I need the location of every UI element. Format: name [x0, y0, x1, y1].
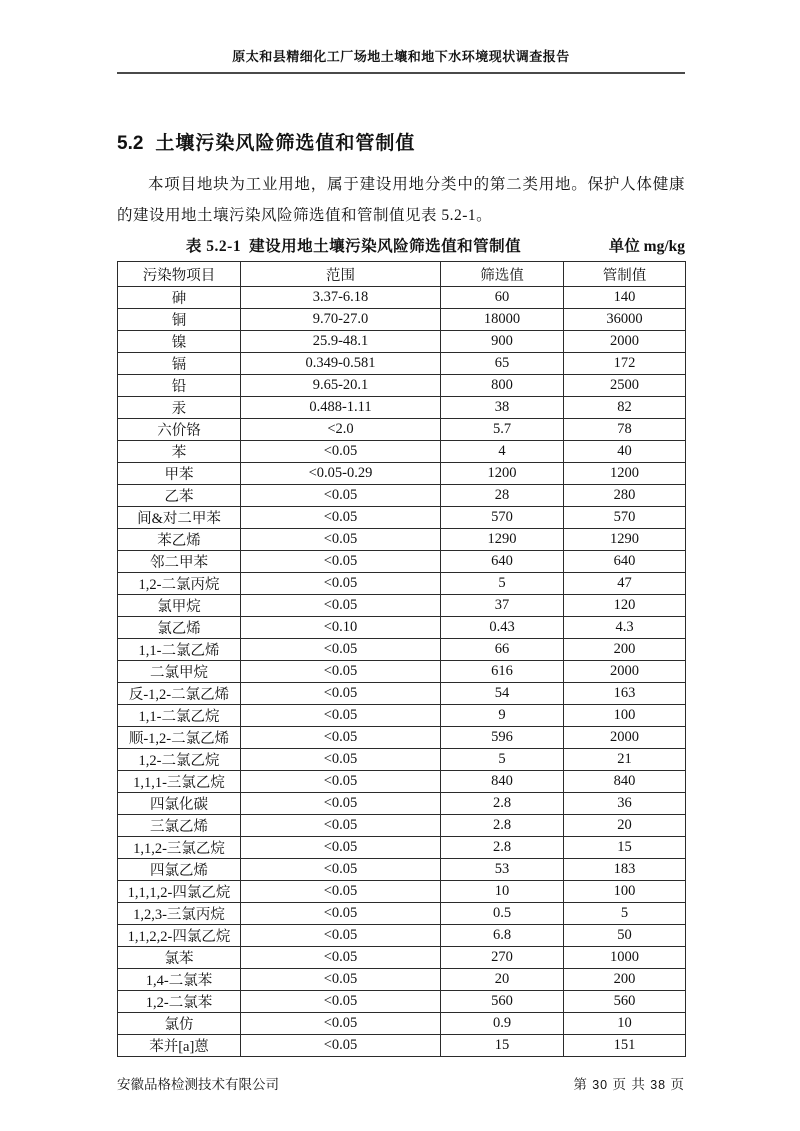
table-cell: <0.05: [241, 947, 441, 969]
body-paragraph: 本项目地块为工业用地，属于建设用地分类中的第二类用地。保护人体健康的建设用地土壤污染风险筛选值和管制值见表 5.2-1。: [117, 176, 685, 224]
table-cell: 560: [564, 991, 686, 1013]
table-cell: <0.05: [241, 881, 441, 903]
table-caption-label: 表 5.2-1: [185, 238, 242, 255]
table-cell: 1,2-二氯乙烷: [118, 749, 241, 771]
table-cell: <2.0: [241, 419, 441, 441]
table-cell: 1290: [441, 529, 564, 551]
table-cell: 15: [441, 1035, 564, 1057]
table-cell: 5.7: [441, 419, 564, 441]
table-cell: 1,2,3-三氯丙烷: [118, 903, 241, 925]
table-cell: 9: [441, 705, 564, 727]
table-cell: 甲苯: [118, 463, 241, 485]
table-cell: 640: [564, 551, 686, 573]
footer-page-number: [573, 1073, 685, 1093]
table-cell: 140: [564, 287, 686, 309]
table-cell: 1,1,2-三氯乙烷: [118, 837, 241, 859]
table-cell: 1,2-二氯丙烷: [118, 573, 241, 595]
table-header-row: [118, 262, 686, 287]
table-cell: <0.05: [241, 925, 441, 947]
table-cell: 2000: [564, 727, 686, 749]
table-cell: <0.05: [241, 815, 441, 837]
table-caption: [117, 234, 590, 256]
table-cell: 0.488-1.11: [241, 397, 441, 419]
table-cell: 596: [441, 727, 564, 749]
table-row: [118, 705, 686, 727]
table-row: [118, 837, 686, 859]
table-cell: 镍: [118, 331, 241, 353]
table-cell: 78: [564, 419, 686, 441]
table-caption-text: 建设用地土壤污染风险筛选值和管制值: [249, 238, 522, 255]
table-cell: 六价铬: [118, 419, 241, 441]
table-cell: 砷: [118, 287, 241, 309]
table-cell: 0.349-0.581: [241, 353, 441, 375]
table-cell: 36: [564, 793, 686, 815]
page-footer: [117, 1073, 685, 1093]
table-row: [118, 507, 686, 529]
table-cell: 5: [564, 903, 686, 925]
table-cell: 邻二甲苯: [118, 551, 241, 573]
table-cell: 40: [564, 441, 686, 463]
table-cell: 280: [564, 485, 686, 507]
table-cell: 氯乙烯: [118, 617, 241, 639]
table-cell: 反-1,2-二氯乙烯: [118, 683, 241, 705]
table-row: [118, 661, 686, 683]
table-cell: 1,1,2,2-四氯乙烷: [118, 925, 241, 947]
table-cell: 1,1,1,2-四氯乙烷: [118, 881, 241, 903]
footer-page-prefix: 第: [573, 1077, 588, 1092]
table-cell: <0.05: [241, 507, 441, 529]
footer-company: 安徽品格检测技术有限公司: [117, 1077, 279, 1092]
table-row: [118, 969, 686, 991]
table-cell: 53: [441, 859, 564, 881]
table-row: [118, 947, 686, 969]
table-cell: 18000: [441, 309, 564, 331]
table-cell: 顺-1,2-二氯乙烯: [118, 727, 241, 749]
table-cell: 5: [441, 749, 564, 771]
section-title: 土壤污染风险筛选值和管制值: [155, 133, 416, 154]
table-row: [118, 903, 686, 925]
table-cell: 100: [564, 705, 686, 727]
table-cell: 1200: [564, 463, 686, 485]
table-cell: 0.5: [441, 903, 564, 925]
table-cell: 37: [441, 595, 564, 617]
report-title: 原太和县精细化工厂场地土壤和地下水环境现状调查报告: [232, 49, 570, 64]
table-cell: 苯并[a]蒽: [118, 1035, 241, 1057]
table-cell: 苯乙烯: [118, 529, 241, 551]
table-cell: <0.05: [241, 903, 441, 925]
table-cell: <0.05: [241, 683, 441, 705]
table-row: [118, 463, 686, 485]
table-cell: 二氯甲烷: [118, 661, 241, 683]
table-cell: <0.05: [241, 573, 441, 595]
table-cell: <0.10: [241, 617, 441, 639]
table-row: [118, 397, 686, 419]
document-page: [117, 0, 685, 1093]
table-cell: 1,1-二氯乙烯: [118, 639, 241, 661]
table-unit-label: 单位 mg/kg: [608, 238, 685, 255]
table-cell: <0.05: [241, 771, 441, 793]
table-cell: 苯: [118, 441, 241, 463]
footer-page-mid: 页 共: [612, 1077, 646, 1092]
table-cell: 840: [564, 771, 686, 793]
table-cell: 4.3: [564, 617, 686, 639]
table-cell: 氯仿: [118, 1013, 241, 1035]
pollutant-table: [117, 261, 686, 1057]
table-cell: 28: [441, 485, 564, 507]
table-cell: 6.8: [441, 925, 564, 947]
table-cell: 0.9: [441, 1013, 564, 1035]
table-cell: 270: [441, 947, 564, 969]
table-cell: 840: [441, 771, 564, 793]
table-cell: 1,1,1-三氯乙烷: [118, 771, 241, 793]
table-cell: <0.05: [241, 1013, 441, 1035]
table-row: [118, 749, 686, 771]
table-column-header: 筛选值: [441, 262, 564, 287]
table-cell: 乙苯: [118, 485, 241, 507]
table-cell: 183: [564, 859, 686, 881]
table-cell: <0.05: [241, 749, 441, 771]
table-cell: 1,2-二氯苯: [118, 991, 241, 1013]
table-cell: 151: [564, 1035, 686, 1057]
table-row: [118, 683, 686, 705]
table-cell: 3.37-6.18: [241, 287, 441, 309]
table-cell: 163: [564, 683, 686, 705]
footer-page-suffix: 页: [670, 1077, 685, 1092]
table-cell: 1290: [564, 529, 686, 551]
table-cell: 2.8: [441, 815, 564, 837]
table-cell: <0.05: [241, 1035, 441, 1057]
table-cell: 200: [564, 639, 686, 661]
table-column-header: 污染物项目: [118, 262, 241, 287]
table-cell: 9.70-27.0: [241, 309, 441, 331]
table-cell: <0.05: [241, 441, 441, 463]
table-cell: 15: [564, 837, 686, 859]
table-cell: 2000: [564, 331, 686, 353]
table-cell: 间&对二甲苯: [118, 507, 241, 529]
table-cell: 氯苯: [118, 947, 241, 969]
table-cell: <0.05: [241, 859, 441, 881]
table-cell: <0.05: [241, 705, 441, 727]
table-row: [118, 331, 686, 353]
table-cell: 镉: [118, 353, 241, 375]
table-row: [118, 991, 686, 1013]
table-cell: 120: [564, 595, 686, 617]
page-header: [117, 46, 685, 74]
table-cell: <0.05: [241, 837, 441, 859]
table-cell: 25.9-48.1: [241, 331, 441, 353]
table-cell: 172: [564, 353, 686, 375]
table-cell: 54: [441, 683, 564, 705]
table-cell: <0.05: [241, 969, 441, 991]
table-row: [118, 639, 686, 661]
table-row: [118, 881, 686, 903]
table-cell: 10: [441, 881, 564, 903]
table-cell: 20: [441, 969, 564, 991]
table-cell: 9.65-20.1: [241, 375, 441, 397]
table-cell: <0.05: [241, 639, 441, 661]
table-cell: 2.8: [441, 793, 564, 815]
table-cell: <0.05: [241, 485, 441, 507]
table-row: [118, 793, 686, 815]
table-cell: 5: [441, 573, 564, 595]
table-cell: 616: [441, 661, 564, 683]
table-row: [118, 309, 686, 331]
table-row: [118, 727, 686, 749]
table-cell: 560: [441, 991, 564, 1013]
table-row: [118, 815, 686, 837]
table-cell: 66: [441, 639, 564, 661]
table-cell: 汞: [118, 397, 241, 419]
table-cell: 2500: [564, 375, 686, 397]
table-cell: 2000: [564, 661, 686, 683]
table-cell: 200: [564, 969, 686, 991]
table-cell: 10: [564, 1013, 686, 1035]
table-cell: 82: [564, 397, 686, 419]
table-cell: <0.05: [241, 661, 441, 683]
table-cell: 640: [441, 551, 564, 573]
table-cell: 900: [441, 331, 564, 353]
table-row: [118, 287, 686, 309]
table-row: [118, 441, 686, 463]
footer-page-total: 38: [650, 1078, 667, 1092]
table-cell: 1000: [564, 947, 686, 969]
table-cell: 4: [441, 441, 564, 463]
table-cell: 0.43: [441, 617, 564, 639]
table-cell: 2.8: [441, 837, 564, 859]
table-row: [118, 1035, 686, 1057]
table-cell: 铜: [118, 309, 241, 331]
table-row: [118, 375, 686, 397]
footer-page-current: 30: [592, 1078, 609, 1092]
table-column-header: 范围: [241, 262, 441, 287]
table-column-header: 管制值: [564, 262, 686, 287]
table-cell: 570: [564, 507, 686, 529]
table-row: [118, 529, 686, 551]
table-cell: 三氯乙烯: [118, 815, 241, 837]
table-row: [118, 925, 686, 947]
table-cell: 20: [564, 815, 686, 837]
table-cell: <0.05: [241, 595, 441, 617]
table-cell: 四氯乙烯: [118, 859, 241, 881]
table-cell: <0.05: [241, 793, 441, 815]
table-row: [118, 617, 686, 639]
table-row: [118, 771, 686, 793]
table-cell: <0.05: [241, 727, 441, 749]
table-cell: <0.05: [241, 551, 441, 573]
table-cell: 铅: [118, 375, 241, 397]
table-row: [118, 551, 686, 573]
table-row: [118, 859, 686, 881]
table-cell: 800: [441, 375, 564, 397]
table-cell: 1,1-二氯乙烷: [118, 705, 241, 727]
table-cell: 四氯化碳: [118, 793, 241, 815]
table-row: [118, 1013, 686, 1035]
section-number: 5.2: [117, 133, 144, 154]
table-row: [118, 573, 686, 595]
table-cell: 1,4-二氯苯: [118, 969, 241, 991]
table-row: [118, 353, 686, 375]
table-cell: 50: [564, 925, 686, 947]
table-cell: <0.05-0.29: [241, 463, 441, 485]
table-cell: 1200: [441, 463, 564, 485]
table-cell: 65: [441, 353, 564, 375]
table-row: [118, 419, 686, 441]
table-cell: 570: [441, 507, 564, 529]
table-caption-row: [117, 234, 685, 259]
table-cell: 100: [564, 881, 686, 903]
table-cell: 36000: [564, 309, 686, 331]
table-cell: 21: [564, 749, 686, 771]
section-heading: [117, 128, 685, 155]
table-row: [118, 595, 686, 617]
table-cell: <0.05: [241, 529, 441, 551]
table-cell: 38: [441, 397, 564, 419]
table-cell: 47: [564, 573, 686, 595]
table-row: [118, 485, 686, 507]
table-cell: <0.05: [241, 991, 441, 1013]
table-cell: 60: [441, 287, 564, 309]
table-cell: 氯甲烷: [118, 595, 241, 617]
